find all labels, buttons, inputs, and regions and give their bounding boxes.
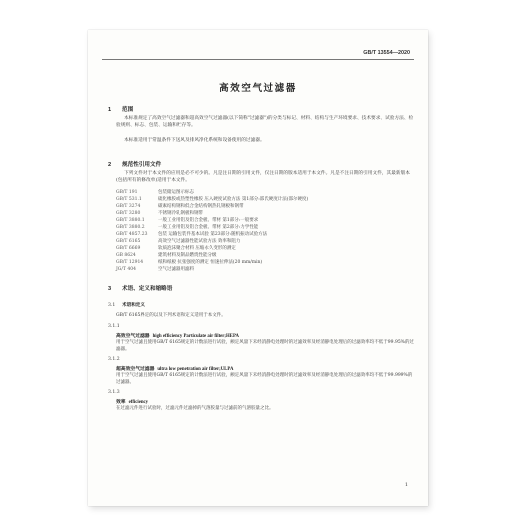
references-intro: 下列文件对于本文件的应用是必不可少的。凡是注日期的引用文件，仅注日期的版本适用于本文件。凡是不注日期的引用文件，其最新版本(包括所有的修改单)适用于本文件。 — [116, 171, 410, 184]
reference-title: 空气过滤器用滤料 — [158, 267, 194, 272]
term-heading — [116, 365, 233, 372]
scope-paragraph-2: 本标准适用于常温条件下送风及排风净化系统和设备使用的过滤器。 — [124, 138, 265, 143]
term-chinese: 超高效空气过滤器 — [116, 366, 155, 372]
reference-code: GB/T 3274 — [116, 204, 141, 209]
reference-title: 高效空气过滤器性能试验方法 效率和阻力 — [158, 239, 241, 244]
reference-title: 包装储运图示标志 — [158, 190, 194, 195]
reference-title: 建筑材料及制品燃烧性能分级 — [158, 253, 217, 258]
reference-code: GB/T 3280 — [116, 211, 141, 216]
reference-item — [116, 197, 308, 203]
reference-item — [116, 267, 194, 273]
reference-item — [116, 204, 244, 210]
subsection-heading — [108, 302, 145, 308]
reference-title: 包装 运输包装件基本试验 第23部分:随机振动试验方法 — [158, 232, 268, 237]
reference-item — [116, 218, 258, 224]
reference-code: GB/T 191 — [116, 190, 138, 195]
reference-code: JG/T 404 — [116, 267, 136, 272]
reference-code: GB/T 6165 — [116, 239, 141, 244]
term-english: ultra low penetration air filter;ULPA — [157, 367, 234, 372]
reference-code: GB/T 531.1 — [116, 197, 142, 202]
reference-title: 不锈钢冷轧钢板和钢带 — [158, 211, 203, 216]
section-title: 规范性引用文件 — [122, 162, 162, 168]
section-number: 1 — [108, 107, 112, 113]
reference-title: 一般工业用铝及铝合金板、带材 第2部分:力学性能 — [158, 225, 259, 230]
reference-code: GB/T 6669 — [116, 246, 141, 251]
term-chinese: 效率 — [116, 399, 126, 405]
reference-item — [116, 246, 236, 252]
reference-item — [116, 239, 240, 245]
page-number: 1 — [404, 482, 408, 488]
section-heading-terms — [108, 284, 172, 292]
header-rule — [102, 59, 414, 60]
reference-code: GB/T 3880.2 — [116, 225, 145, 230]
section-number: 2 — [108, 162, 112, 168]
term-chinese: 高效空气过滤器 — [116, 333, 150, 339]
section-heading-normative-references — [108, 160, 161, 168]
term-heading — [116, 332, 239, 339]
section-title: 术语、定义和缩略语 — [122, 286, 173, 292]
reference-code: GB/T 4857.23 — [116, 232, 148, 237]
section-number: 3 — [108, 286, 112, 292]
term-english: high efficiency Particulate air filter;HEPA — [152, 334, 240, 339]
document-page — [88, 30, 428, 506]
reference-title: 纸和纸板 抗张强度的测定 恒速拉伸法(20 mm/min) — [158, 260, 263, 265]
reference-title: 一般工业用铝及铝合金板、带材 第1部分:一般要求 — [158, 218, 259, 223]
reference-title: 软质泡沫聚合材料 压缩永久变形的测定 — [158, 246, 236, 251]
reference-code: GB 8624 — [116, 253, 136, 258]
reference-item — [116, 190, 194, 196]
term-heading — [116, 398, 148, 405]
term-definition: 用于空气过滤且使用GB/T 6165规定的计数法进行试验，额定风量下未经消静电处理时的过滤效率及经消静电处理后的过滤效率均不低于99.95%的过滤器。 — [116, 340, 414, 352]
reference-code: GB/T 3880.1 — [116, 218, 145, 223]
terms-intro: GB/T 6165界定的以及下列术语和定义适用于本文件。 — [116, 313, 226, 318]
term-english: efficiency — [128, 400, 149, 405]
reference-item — [116, 253, 217, 259]
reference-item — [116, 211, 203, 217]
term-number: 3.1.2 — [108, 357, 120, 362]
reference-title: 碳素结构钢和低合金结构钢热轧钢板和钢带 — [158, 204, 244, 209]
reference-item — [116, 260, 262, 266]
section-heading-scope — [108, 105, 133, 113]
term-definition: 在过滤元件进行试验时，过滤元件过滤掉的气溶胶量与过滤前的气溶胶量之比。 — [116, 406, 274, 411]
reference-item — [116, 232, 267, 238]
subsection-title: 术语和定义 — [122, 303, 145, 308]
subsection-number: 3.1 — [108, 303, 116, 308]
term-number: 3.1.3 — [108, 390, 120, 395]
reference-item — [116, 225, 258, 231]
reference-title: 硫化橡胶或热塑性橡胶 压入硬度试验方法 第1部分:邵氏硬度计法(邵尔硬度) — [158, 197, 309, 202]
reference-code: GB/T 12914 — [116, 260, 144, 265]
term-definition: 用于空气过滤且使用GB/T 6165规定的计数法进行试验，额定风量下未经消静电处理时的过滤效率及经消静电处理后的过滤效率均不低于99.999%的过滤器。 — [116, 373, 413, 385]
term-number: 3.1.1 — [108, 324, 120, 329]
document-title: 高效空气过滤器 — [219, 83, 297, 94]
scope-paragraph-1: 本标准规定了高效空气过滤器和超高效空气过滤器(以下简称"过滤器")的分类与标记、材料、结构与生产环境要求、技术要求、试验方法、检验规则、标志、包装、运输和贮存等。 — [116, 116, 414, 129]
section-title: 范围 — [122, 107, 134, 113]
standard-code: GB/T 13554—2020 — [363, 50, 410, 56]
